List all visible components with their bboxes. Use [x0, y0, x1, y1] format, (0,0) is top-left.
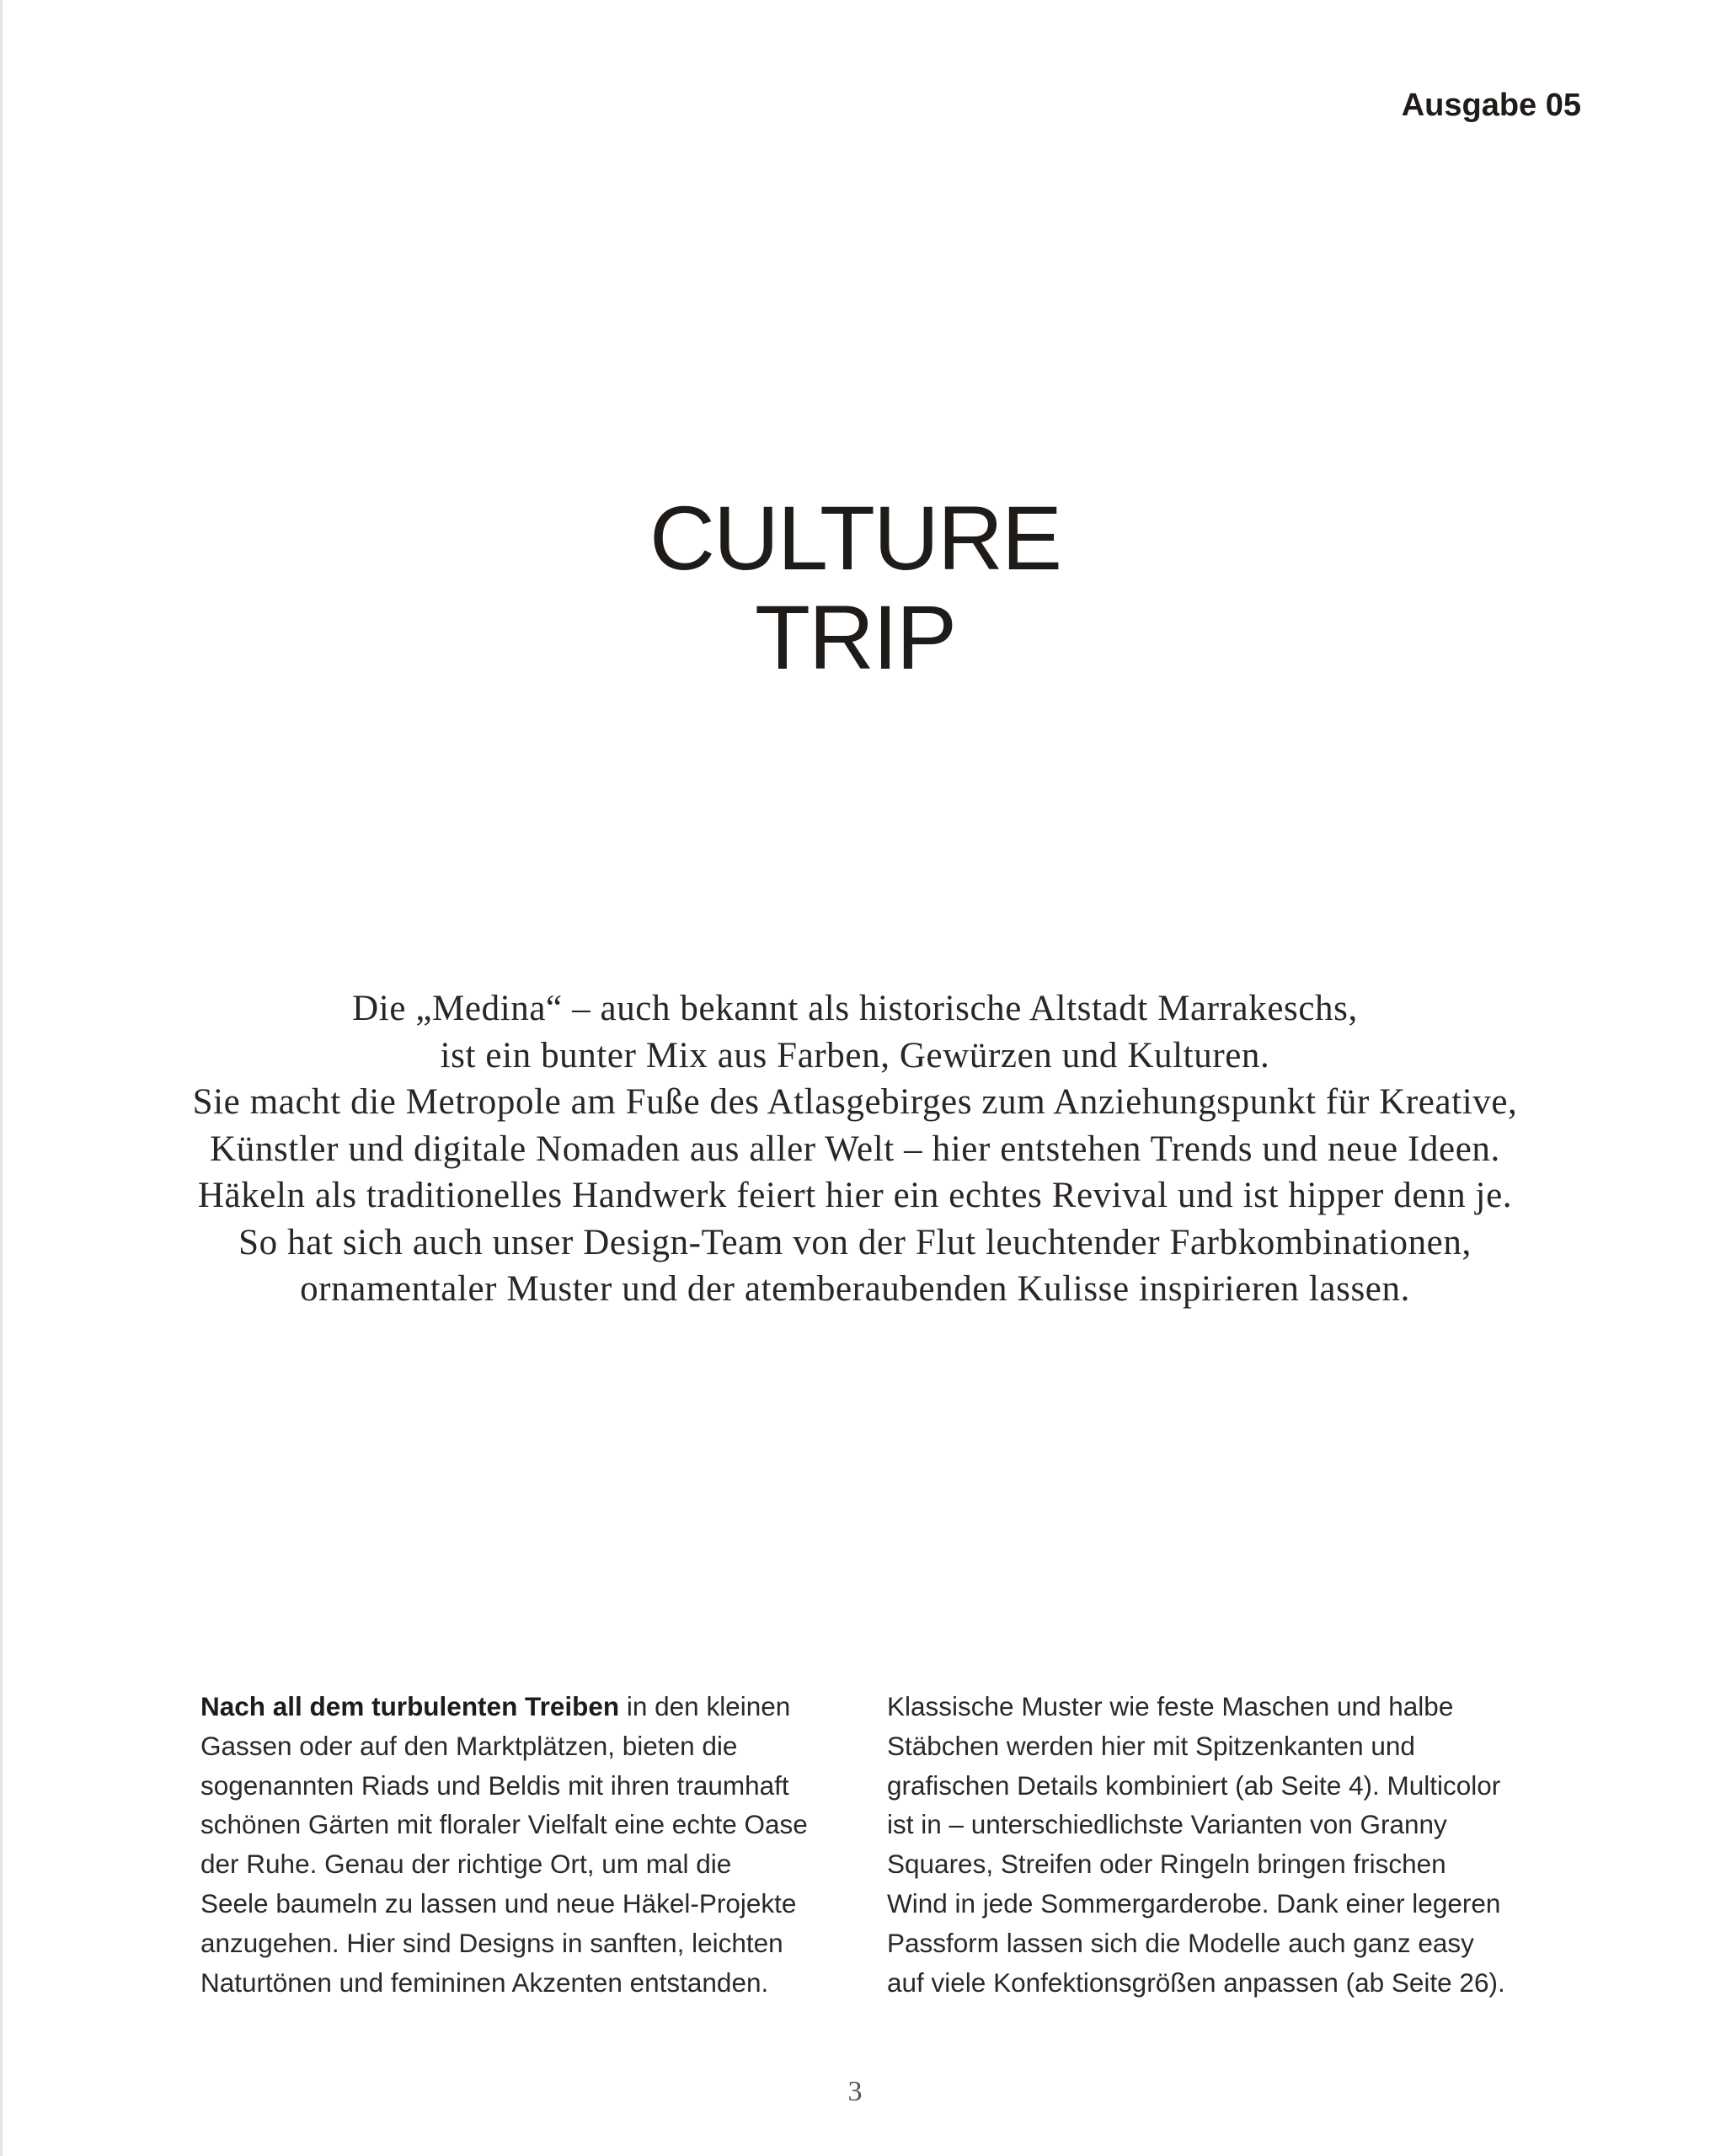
column-line: ist in – unterschiedlichste Varianten von Granny	[887, 1809, 1447, 1840]
intro-line: Die „Medina“ – auch bekannt als historische Altstadt Marrakeschs,	[352, 989, 1358, 1028]
column-line: Stäbchen werden hier mit Spitzenkanten und	[887, 1730, 1415, 1761]
column-line	[200, 1687, 841, 1726]
intro-line: Häkeln als traditionelles Handwerk feiert hier ein echtes Revival und ist hipper denn je.	[197, 1176, 1513, 1215]
column-line: Passform lassen sich die Modelle auch ganz easy	[887, 1927, 1474, 1958]
intro-line: ornamentaler Muster und der atemberaubenden Kulisse inspirieren lassen.	[300, 1269, 1410, 1309]
column-line: Squares, Streifen oder Ringeln bringen frischen	[887, 1849, 1446, 1880]
lead-in-text: Nach all dem turbulenten Treiben	[200, 1691, 620, 1721]
column-line: auf viele Konfektionsgrößen anpassen (ab Seite 26).	[887, 1967, 1505, 1998]
intro-line: Künstler und digitale Nomaden aus aller Welt – hier entstehen Trends und neue Ideen.	[210, 1129, 1500, 1169]
column-line: schönen Gärten mit floraler Vielfalt eine echte Oase	[200, 1809, 808, 1840]
page-number: 3	[847, 2076, 863, 2107]
column-line: der Ruhe. Genau der richtige Ort, um mal die	[200, 1849, 732, 1880]
body-column-left	[200, 1687, 841, 2002]
column-line: Seele baumeln zu lassen und neue Häkel-Projekte	[200, 1887, 797, 1919]
issue-label: Ausgabe 05	[1401, 88, 1581, 123]
column-line: Klassische Muster wie feste Maschen und halbe	[887, 1691, 1454, 1721]
column-line: anzugehen. Hier sind Designs in sanften, leichten	[200, 1927, 783, 1958]
intro-line: So hat sich auch unser Design-Team von der Flut leuchtender Farbkombinationen,	[238, 1222, 1472, 1262]
title-line: CULTURE	[649, 487, 1061, 589]
title-line: TRIP	[754, 586, 955, 688]
column-line: sogenannten Riads und Beldis mit ihren traumhaft	[200, 1769, 789, 1801]
column-line: Wind in jede Sommergarderobe. Dank einer legeren	[887, 1887, 1501, 1919]
body-column-right	[887, 1687, 1527, 2002]
lead-line-rest: in den kleinen	[619, 1691, 791, 1721]
intro-paragraph	[0, 985, 1710, 1313]
intro-line: ist ein bunter Mix aus Farben, Gewürzen und Kulturen.	[440, 1035, 1270, 1075]
intro-line: Sie macht die Metropole am Fuße des Atlasgebirges zum Anziehungspunkt für Kreative,	[192, 1082, 1518, 1122]
column-line: Gassen oder auf den Marktplätzen, bieten die	[200, 1730, 738, 1761]
page-title	[0, 488, 1710, 687]
column-line: Naturtönen und femininen Akzenten entstanden.	[200, 1967, 769, 1998]
column-line: grafischen Details kombiniert (ab Seite 4). Multicolor	[887, 1769, 1501, 1801]
